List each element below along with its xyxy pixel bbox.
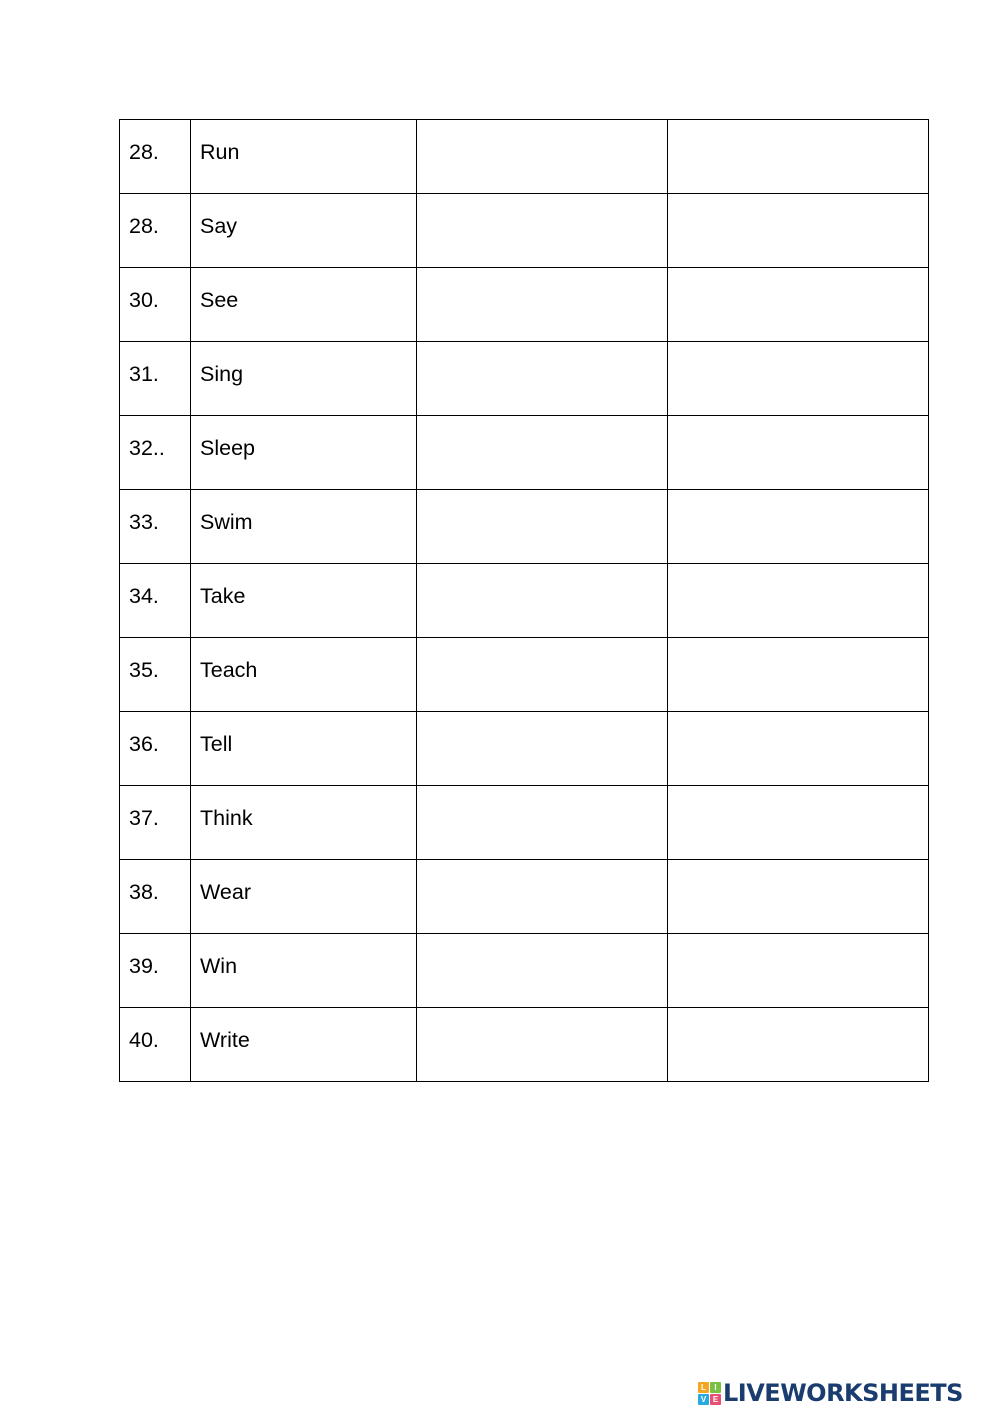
- row-number: 33.: [129, 509, 159, 534]
- row-number-cell: [120, 860, 191, 934]
- verb-word: See: [200, 287, 239, 312]
- verb-cell: [191, 120, 417, 194]
- liveworksheets-logo: [698, 1378, 963, 1408]
- verb-cell: [191, 638, 417, 712]
- row-number-cell: [120, 342, 191, 416]
- verb-cell: [191, 194, 417, 268]
- verb-word: Say: [200, 213, 238, 238]
- past-participle-answer-box[interactable]: [668, 712, 929, 786]
- verb-cell: [191, 416, 417, 490]
- row-number: 34.: [129, 583, 159, 608]
- verb-word: Tell: [200, 731, 233, 756]
- row-number-cell: [120, 268, 191, 342]
- table-row: [120, 342, 929, 416]
- verb-cell: [191, 1008, 417, 1082]
- row-number: 31.: [129, 361, 159, 386]
- row-number: 30.: [129, 287, 159, 312]
- row-number: 32..: [129, 435, 165, 460]
- verb-cell: [191, 712, 417, 786]
- past-simple-answer-box[interactable]: [417, 194, 668, 268]
- past-participle-answer-box[interactable]: [668, 416, 929, 490]
- past-participle-answer-box[interactable]: [668, 1008, 929, 1082]
- row-number-cell: [120, 934, 191, 1008]
- verb-word: Swim: [200, 509, 253, 534]
- table-row: [120, 490, 929, 564]
- past-participle-answer-box[interactable]: [668, 342, 929, 416]
- past-participle-answer-box[interactable]: [668, 268, 929, 342]
- verb-cell: [191, 342, 417, 416]
- past-participle-answer-box[interactable]: [668, 786, 929, 860]
- table-row: [120, 120, 929, 194]
- row-number-cell: [120, 786, 191, 860]
- past-participle-answer-box[interactable]: [668, 860, 929, 934]
- row-number-cell: [120, 564, 191, 638]
- row-number: 35.: [129, 657, 159, 682]
- verb-word: Write: [200, 1027, 250, 1052]
- row-number-cell: [120, 712, 191, 786]
- verb-cell: [191, 860, 417, 934]
- row-number: 40.: [129, 1027, 159, 1052]
- logo-tile-i: I: [710, 1382, 721, 1393]
- verb-word: Teach: [200, 657, 258, 682]
- row-number: 38.: [129, 879, 159, 904]
- verb-cell: [191, 786, 417, 860]
- row-number-cell: [120, 638, 191, 712]
- past-simple-answer-box[interactable]: [417, 416, 668, 490]
- past-simple-answer-box[interactable]: [417, 860, 668, 934]
- table-row: [120, 638, 929, 712]
- verb-cell: [191, 934, 417, 1008]
- past-participle-answer-box[interactable]: [668, 564, 929, 638]
- table-row: [120, 416, 929, 490]
- row-number: 39.: [129, 953, 159, 978]
- past-simple-answer-box[interactable]: [417, 342, 668, 416]
- verb-word: Win: [200, 953, 238, 978]
- table-row: [120, 860, 929, 934]
- logo-tile-l: L: [698, 1382, 709, 1393]
- past-simple-answer-box[interactable]: [417, 786, 668, 860]
- verb-word: Wear: [200, 879, 251, 904]
- verb-word: Sleep: [200, 435, 255, 460]
- table-row: [120, 786, 929, 860]
- verb-table: [119, 119, 929, 1082]
- row-number-cell: [120, 416, 191, 490]
- table-row: [120, 194, 929, 268]
- past-participle-answer-box[interactable]: [668, 194, 929, 268]
- row-number-cell: [120, 194, 191, 268]
- verb-word: Think: [200, 805, 253, 830]
- table-row: [120, 1008, 929, 1082]
- past-simple-answer-box[interactable]: [417, 638, 668, 712]
- row-number-cell: [120, 1008, 191, 1082]
- table-row: [120, 934, 929, 1008]
- past-simple-answer-box[interactable]: [417, 712, 668, 786]
- verb-cell: [191, 268, 417, 342]
- past-participle-answer-box[interactable]: [668, 490, 929, 564]
- liveworksheets-logo-icon: [698, 1382, 721, 1405]
- past-simple-answer-box[interactable]: [417, 1008, 668, 1082]
- verb-word: Run: [200, 139, 240, 164]
- row-number-cell: [120, 490, 191, 564]
- past-simple-answer-box[interactable]: [417, 564, 668, 638]
- logo-tile-e: E: [710, 1394, 721, 1405]
- row-number-cell: [120, 120, 191, 194]
- row-number: 37.: [129, 805, 159, 830]
- logo-tile-v: V: [698, 1394, 709, 1405]
- verb-word: Take: [200, 583, 246, 608]
- row-number: 36.: [129, 731, 159, 756]
- row-number: 28.: [129, 213, 159, 238]
- past-simple-answer-box[interactable]: [417, 268, 668, 342]
- table-row: [120, 712, 929, 786]
- past-participle-answer-box[interactable]: [668, 934, 929, 1008]
- verb-word: Sing: [200, 361, 244, 386]
- table-row: [120, 268, 929, 342]
- past-participle-answer-box[interactable]: [668, 120, 929, 194]
- row-number: 28.: [129, 139, 159, 164]
- verb-cell: [191, 490, 417, 564]
- past-simple-answer-box[interactable]: [417, 934, 668, 1008]
- past-simple-answer-box[interactable]: [417, 120, 668, 194]
- logo-wordmark: LIVEWORKSHEETS: [723, 1379, 963, 1407]
- verb-cell: [191, 564, 417, 638]
- table-row: [120, 564, 929, 638]
- past-participle-answer-box[interactable]: [668, 638, 929, 712]
- past-simple-answer-box[interactable]: [417, 490, 668, 564]
